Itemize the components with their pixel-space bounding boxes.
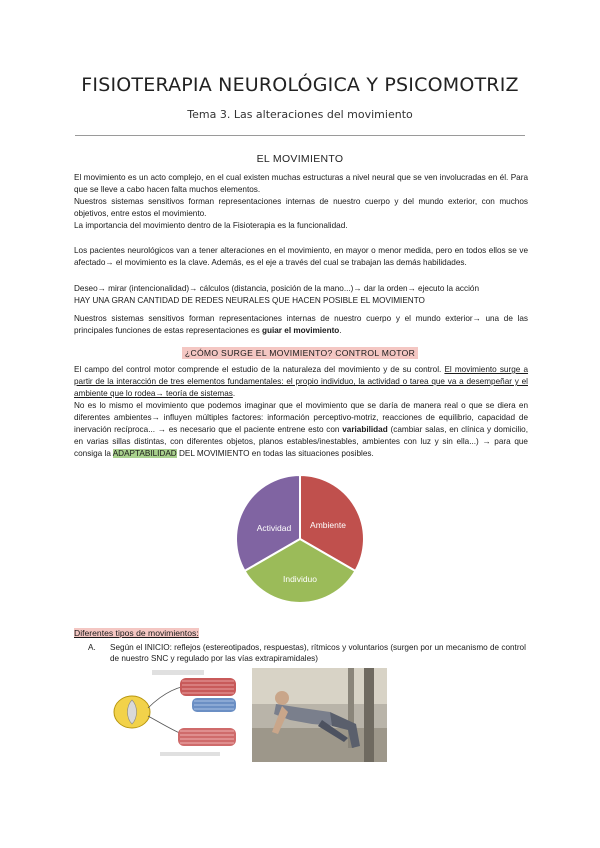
paragraph: [74, 400, 528, 460]
list-item: [88, 642, 528, 664]
bold-text: guiar el movimiento: [261, 326, 340, 335]
section-heading-tipos: [74, 628, 199, 638]
intro-paragraphs: [74, 172, 528, 232]
photo-placeholder-graphic: [252, 668, 387, 762]
patients-paragraph: [74, 245, 528, 269]
text-run: Nuestros sistemas sensitivos forman representaciones internas de nuestro cuerpo y el mundo exterior→ una de las principales funciones de estas representaciones es: [74, 314, 528, 335]
text-run: No es lo mismo el movimiento que podemos imaginar que el movimiento que se daría de manera real o que se diera en diferentes ambientes→ influyen múltiples factores: información perceptivo-motriz, reacciones de equilibrio, capacidad de inervación recíproca... → es necesario que el paciente entrene esto con: [74, 401, 528, 434]
text-run: .: [339, 326, 342, 335]
paragraph: [74, 364, 528, 400]
paragraph: HAY UNA GRAN CANTIDAD DE REDES NEURALES QUE HACEN POSIBLE EL MOVIMIENTO: [74, 296, 425, 305]
list-item-text: Según el INICIO: reflejos (estereotipados, respuestas), rítmicos y voluntarios (surgen por un mecanismo de control de nuestro SNC y regulado por las vías extrapiramidales): [110, 643, 526, 663]
paragraph: La importancia del movimiento dentro de la Fisioterapia es la funcionalidad.: [74, 221, 348, 230]
list-marker: A.: [88, 643, 96, 652]
paragraph: Los pacientes neurológicos van a tener alteraciones en el movimiento, en mayor o menor medida, pero en todos ellos se ve afectado→ el movimiento es la clave. Además, es el eje a través del cual se trabajan las demás habilidades.: [74, 246, 528, 267]
spinal-reflex-illustration: [108, 668, 244, 764]
sequence-paragraph: [74, 283, 528, 307]
highlighted-heading: ¿CÓMO SURGE EL MOVIMIENTO? CONTROL MOTOR: [182, 347, 418, 359]
underlined-text: El movimiento surge a partir de la interacción de tres elementos fundamentales: el propio individuo, la actividad o tarea que va a desempeñar y el ambiente que lo rodea→ teoría de sistemas: [74, 365, 529, 398]
representations-paragraph: [74, 313, 528, 337]
slice-label-ambiente: Ambiente: [310, 520, 346, 530]
section-heading-control-motor: [0, 348, 600, 358]
systems-theory-diagram: [232, 475, 368, 603]
paragraph: El movimiento es un acto complejo, en el cual existen muchas estructuras a nivel neural que se ven involucradas en él. Para que se lleve a cabo hacen falta muchos elementos.: [74, 173, 528, 194]
section-heading-movimiento: EL MOVIMIENTO: [256, 153, 344, 165]
text-run: El campo del control motor comprende el estudio de la naturaleza del movimiento y de su control.: [74, 365, 445, 374]
paragraph: Nuestros sistemas sensitivos forman representaciones internas de nuestro cuerpo y del mundo exterior, con muchos objetivos, entre estos el movimiento.: [74, 197, 528, 218]
patient-photo: [252, 668, 387, 762]
text-run: DEL MOVIMIENTO en todas las situaciones posibles.: [176, 449, 374, 458]
text-run: .: [232, 389, 236, 398]
highlighted-text: ADAPTABILIDAD: [112, 449, 177, 458]
bold-text: variabilidad: [342, 425, 388, 434]
title-divider: [75, 135, 525, 136]
paragraph: Deseo→ mirar (intencionalidad)→ cálculos (distancia, posición de la mano...)→ dar la orden→ ejecuto la acción: [74, 284, 480, 293]
paragraph: [74, 313, 528, 337]
text-run: (cambiar salas, en clínica y domicilio, en varias sillas distintas, con diferentes objetos, planos estables/inestables, ambientes con luz y sin ella...) → para que consiga la: [74, 425, 528, 458]
document-title: FISIOTERAPIA NEUROLÓGICA Y PSICOMOTRIZ: [81, 74, 519, 96]
slice-label-actividad: Actividad: [256, 523, 292, 533]
slice-label-individuo: Individuo: [282, 574, 318, 584]
highlighted-heading: Diferentes tipos de movimientos:: [74, 628, 199, 638]
control-motor-paragraphs: [74, 364, 528, 460]
document-subtitle: Tema 3. Las alteraciones del movimiento: [187, 108, 413, 121]
